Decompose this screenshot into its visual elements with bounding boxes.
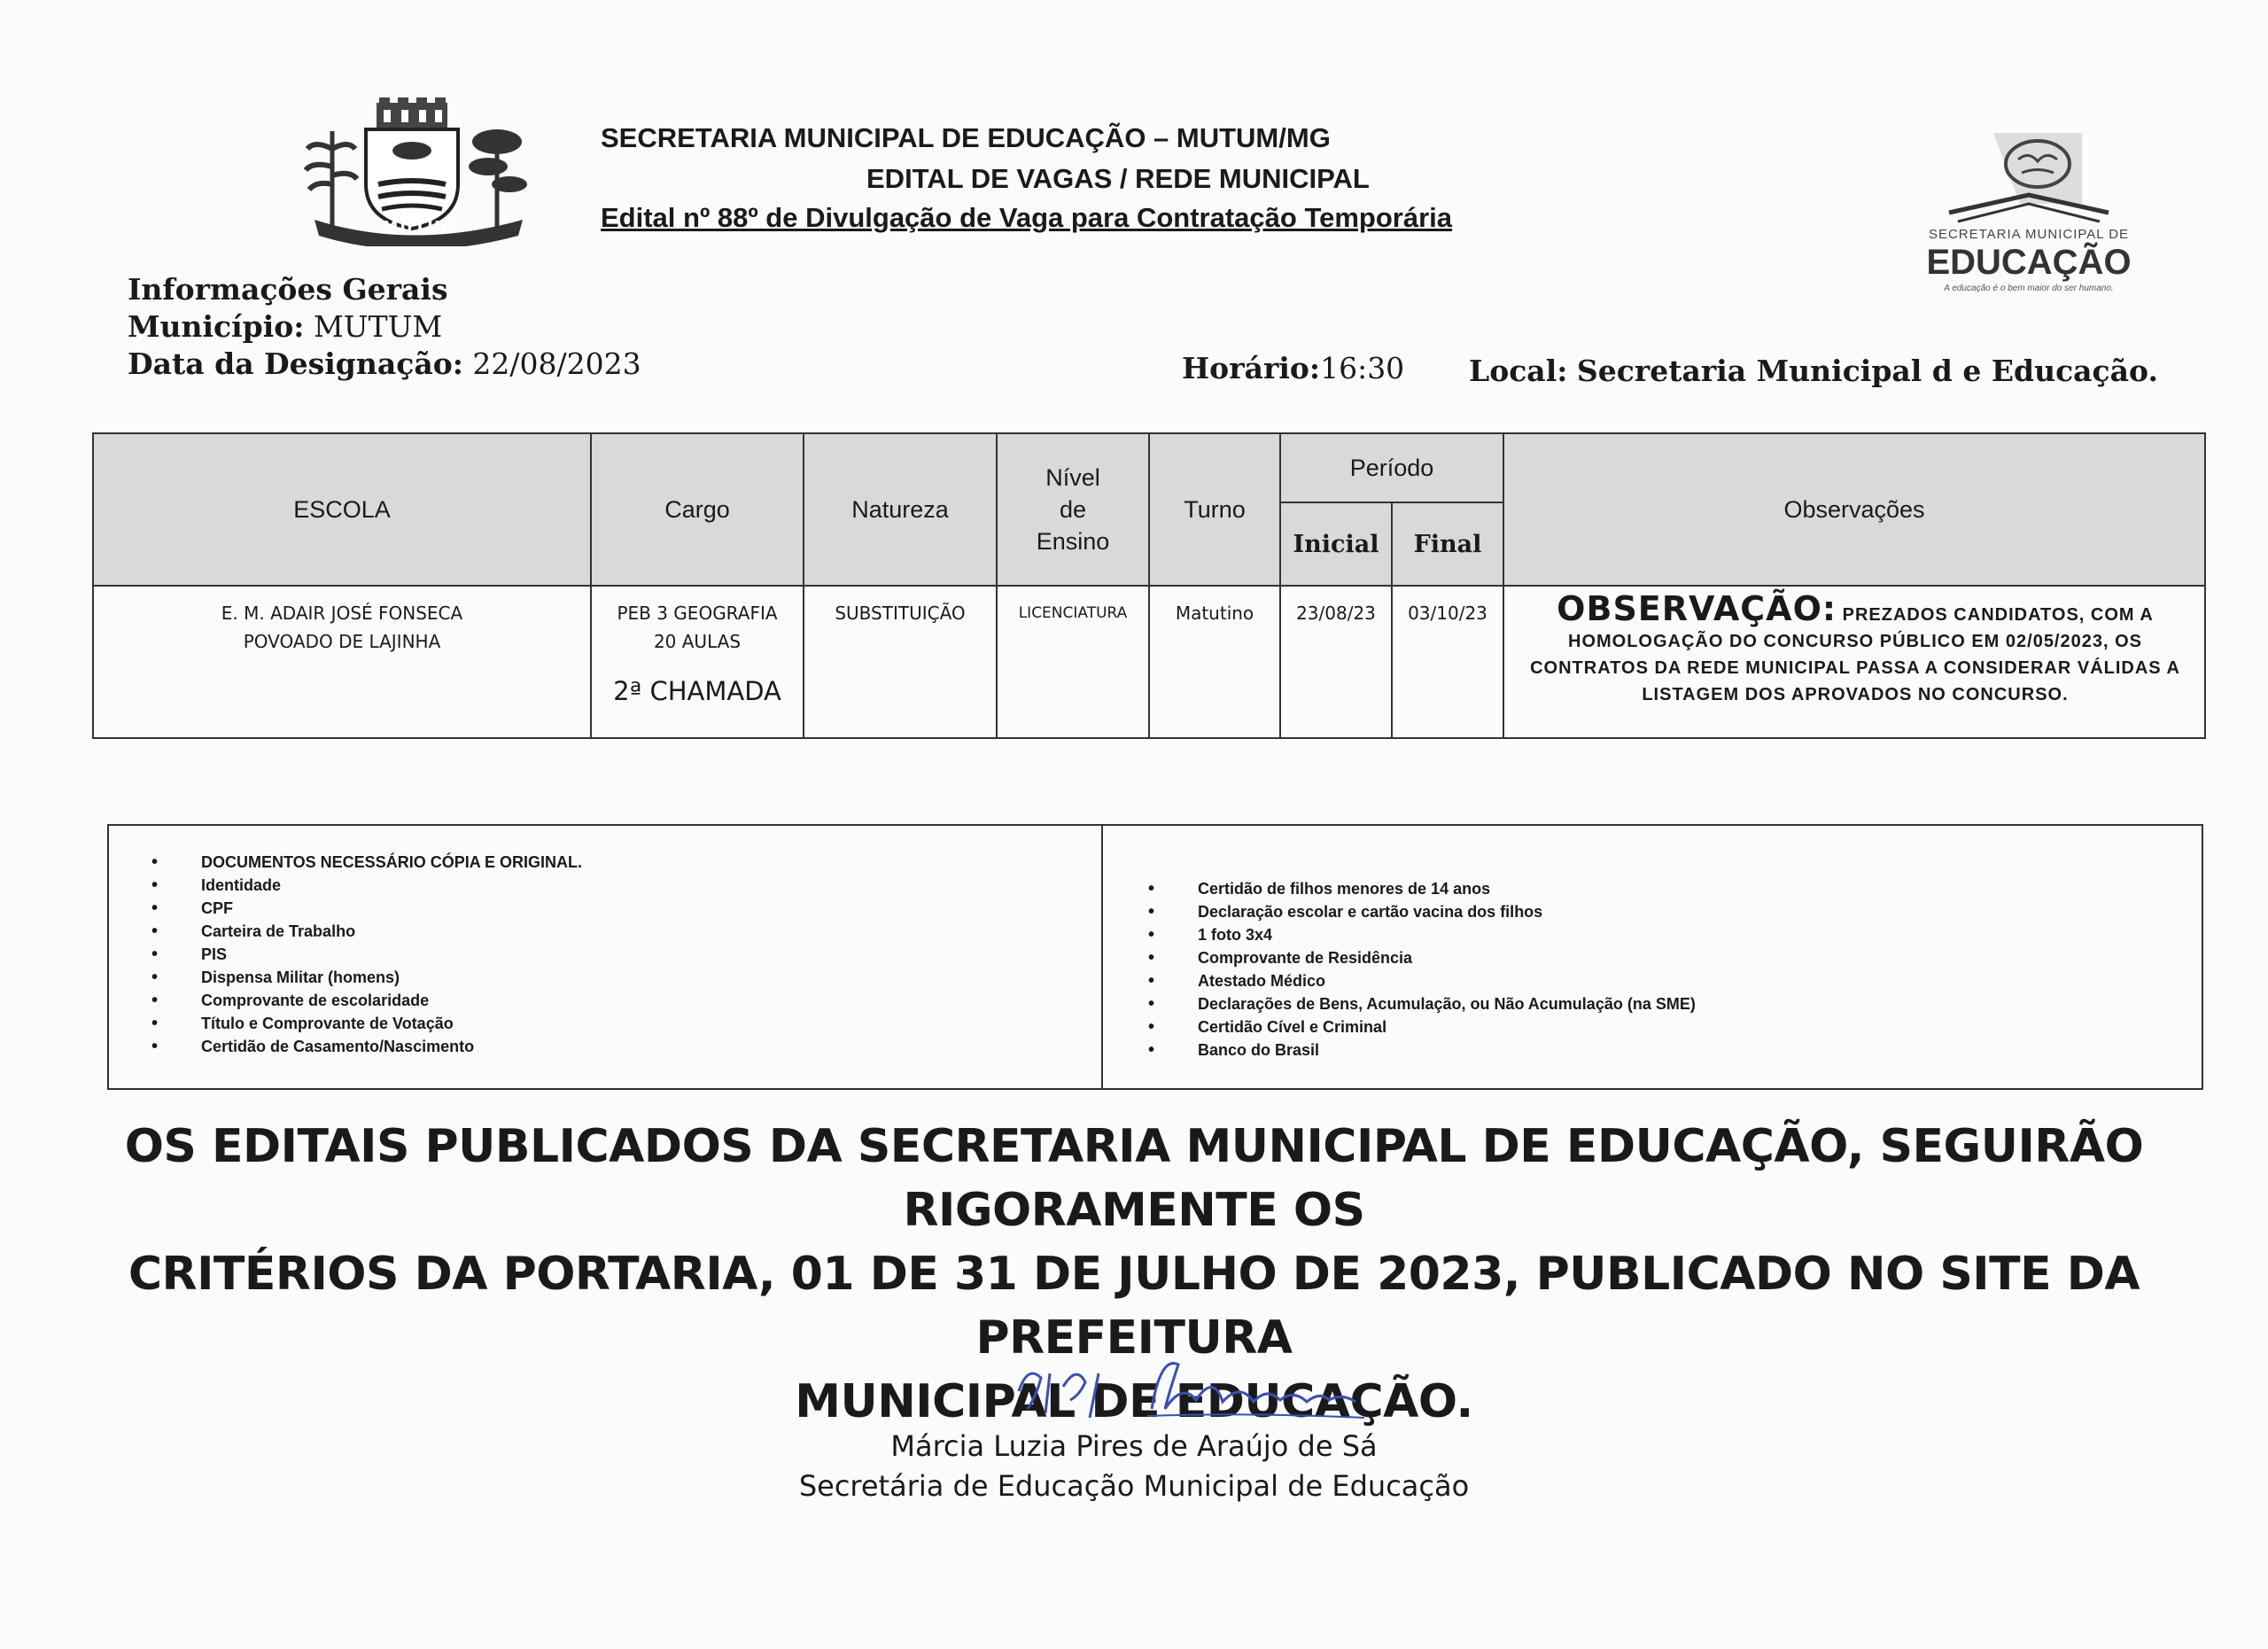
municipio-value: MUTUM — [313, 309, 443, 344]
cargo-name: PEB 3 GEOGRAFIA — [617, 603, 778, 624]
doc-item: • Comprovante de Residência — [1106, 946, 1696, 969]
municipio-label: Município: — [128, 309, 305, 344]
documents-box — [107, 824, 2203, 1090]
doc-item: • Declarações de Bens, Acumulação, ou Não Acumulação (na SME) — [1106, 992, 1696, 1015]
header-observacoes: Observações — [1503, 433, 2205, 586]
header-periodo: Período — [1280, 433, 1503, 502]
notice-line-1: OS EDITAIS PUBLICADOS DA SECRETARIA MUNICIPAL DE EDUCAÇÃO, SEGUIRÃO RIGORAMENTE OS — [124, 1120, 2144, 1237]
doc-item: • Carteira de Trabalho — [109, 920, 582, 943]
observacao-text: PREZADOS CANDIDATOS, COM A HOMOLOGAÇÃO DO CONCURSO PÚBLICO EM 02/05/2023, OS CONTRATOS DA REDE MUNICIPAL PASSA A CONSIDERAR VÁLIDAS A LISTAGEM DOS APROVADOS NO CONCURSO. — [1530, 605, 2180, 704]
logo-slogan: A educação é o bem maior do ser humano. — [1944, 284, 2114, 293]
book-brain-icon — [1914, 124, 2144, 230]
cell-final: 03/10/23 — [1392, 586, 1503, 738]
header-natureza: Natureza — [804, 433, 997, 586]
header-final: Final — [1392, 502, 1503, 586]
data-designacao-label: Data da Designação: — [128, 346, 463, 381]
doc-item: • DOCUMENTOS NECESSÁRIO CÓPIA E ORIGINAL. — [109, 851, 582, 874]
header-nivel — [997, 433, 1149, 586]
cell-inicial: 23/08/23 — [1280, 586, 1392, 738]
doc-item: • 1 foto 3x4 — [1106, 923, 1696, 946]
header-escola: ESCOLA — [93, 433, 591, 586]
documents-divider — [1101, 826, 1103, 1088]
doc-item: • Certidão de Casamento/Nascimento — [109, 1035, 582, 1058]
local-label: Local: — [1469, 354, 1568, 388]
horario-value: 16:30 — [1320, 351, 1405, 385]
cell-natureza: SUBSTITUIÇÃO — [804, 586, 997, 738]
escola-location: POVOADO DE LAJINHA — [243, 631, 441, 652]
header-cargo: Cargo — [591, 433, 804, 586]
notice-line-2: CRITÉRIOS DA PORTARIA, 01 DE 31 DE JULHO DE 2023, PUBLICADO NO SITE DA PREFEITURA — [128, 1248, 2140, 1365]
header-nivel-1: Nível — [1045, 464, 1100, 491]
signature-role: Secretária de Educação Municipal de Educação — [798, 1469, 1470, 1503]
doc-item: • Atestado Médico — [1106, 969, 1696, 992]
horario — [1182, 350, 1404, 387]
cell-observacao — [1503, 586, 2205, 738]
secretaria-educacao-logo — [1914, 124, 2144, 301]
doc-item: • Declaração escolar e cartão vacina dos filhos — [1106, 900, 1696, 923]
doc-item: • Identidade — [109, 874, 582, 897]
documents-list-left — [109, 851, 582, 1058]
escola-name: E. M. ADAIR JOSÉ FONSECA — [221, 603, 463, 624]
info-title: Informações Gerais — [128, 272, 448, 307]
cargo-aulas: 20 AULAS — [653, 631, 742, 652]
handwritten-signature — [1001, 1347, 1373, 1427]
header-edital-number: Edital nº 88º de Divulgação de Vaga para Contratação Temporária — [601, 202, 1452, 233]
doc-item: • Banco do Brasil — [1106, 1038, 1696, 1062]
cell-cargo — [591, 586, 804, 738]
vagas-table — [92, 432, 2206, 739]
header-nivel-3: Ensino — [1036, 528, 1110, 555]
cell-nivel: LICENCIATURA — [997, 586, 1149, 738]
doc-item: • Comprovante de escolaridade — [109, 989, 582, 1012]
header-turno: Turno — [1149, 433, 1280, 586]
doc-item: • Dispensa Militar (homens) — [109, 966, 582, 989]
doc-item: • Título e Comprovante de Votação — [109, 1012, 582, 1035]
local-value: Secretaria Municipal d e Educação. — [1576, 354, 2158, 388]
doc-item: • PIS — [109, 943, 582, 966]
logo-line-educacao: EDUCAÇÃO — [1926, 243, 2132, 282]
signature-name: Márcia Luzia Pires de Araújo de Sá — [890, 1429, 1378, 1463]
observacao-title: OBSERVAÇÃO: — [1557, 589, 1837, 628]
municipal-coat-of-arms-logo — [297, 96, 540, 246]
doc-item: • CPF — [109, 897, 582, 920]
cargo-chamada: 2ª CHAMADA — [613, 676, 781, 706]
logo-ribbon-text: MUTUM — [382, 218, 460, 237]
horario-label: Horário: — [1182, 351, 1321, 385]
info-block — [128, 271, 641, 383]
logo-line-secretaria: SECRETARIA MUNICIPAL DE — [1928, 227, 2130, 242]
notice-line-3: MUNICIPAL DE EDUCAÇÃO. — [795, 1375, 1473, 1428]
cell-turno: Matutino — [1149, 586, 1280, 738]
cell-escola — [93, 586, 591, 738]
data-designacao-value: 22/08/2023 — [472, 346, 641, 381]
documents-list-right — [1106, 877, 1696, 1062]
header-nivel-2: de — [1059, 496, 1087, 523]
header-secretaria: SECRETARIA MUNICIPAL DE EDUCAÇÃO – MUTUM/MG — [601, 122, 1331, 153]
doc-item: • Certidão de filhos menores de 14 anos — [1106, 877, 1696, 900]
header-inicial: Inicial — [1280, 502, 1392, 586]
header-edital-vagas: EDITAL DE VAGAS / REDE MUNICIPAL — [866, 163, 1370, 194]
local — [1469, 353, 2158, 390]
doc-item: • Certidão Cível e Criminal — [1106, 1015, 1696, 1038]
